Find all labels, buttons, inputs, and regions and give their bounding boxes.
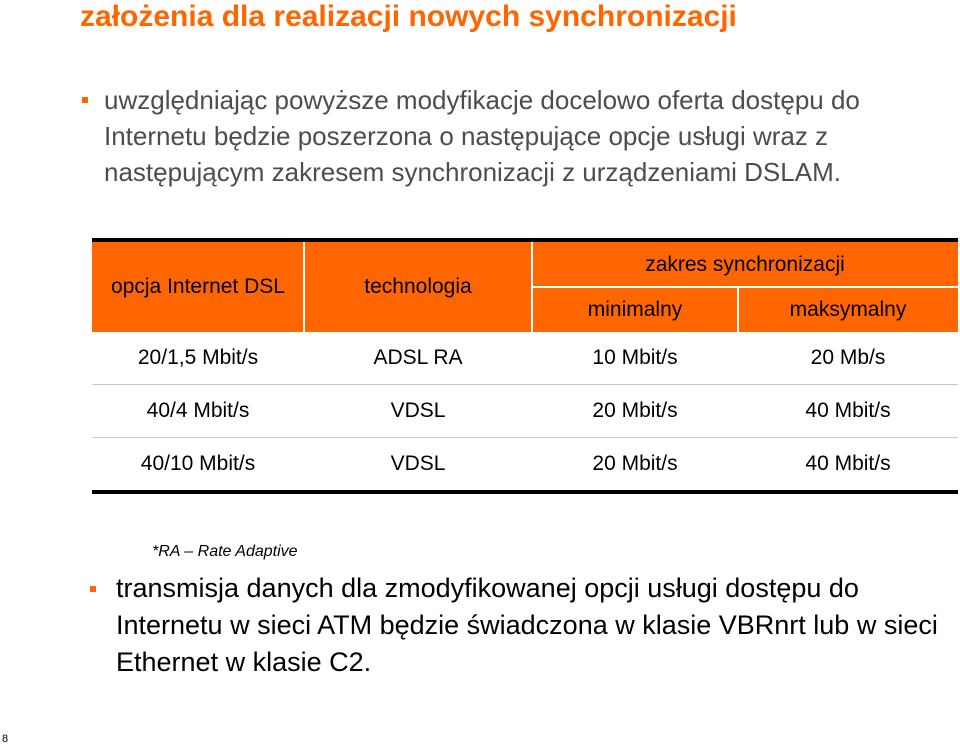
header-max: maksymalny: [789, 297, 907, 321]
bullet-text: uwzględniając powyższe modyfikacje docelowo oferta dostępu do Internetu będzie poszerzona o następujące opcje usługi wraz z następującym zakresem synchronizacji z urządzeniami DSLAM.: [104, 85, 860, 187]
header-divider: [303, 242, 305, 332]
header-technology: technologia: [364, 275, 472, 298]
table-row: [92, 438, 958, 490]
cell-technology: ADSL RA: [373, 346, 463, 369]
cell-max: 40 Mbit/s: [805, 399, 891, 422]
bullet-text: transmisja danych dla zmodyfikowanej opcji usługi dostępu do Internetu w sieci ATM będzie świadczona w klasie VBRnrt lub w sieci Ethernet w klasie C2.: [116, 573, 938, 677]
header-sync-range: zakres synchronizacji: [645, 252, 845, 276]
cell-min: 20 Mbit/s: [592, 452, 678, 475]
slide-title: założenia dla realizacji nowych synchronizacji: [80, 0, 737, 33]
bullet-point-2: [90, 570, 960, 681]
header-min: minimalny: [587, 297, 683, 321]
cell-max: 40 Mbit/s: [805, 452, 891, 475]
table-row: [92, 332, 958, 385]
cell-option: 40/10 Mbit/s: [140, 452, 256, 475]
header-divider: [737, 287, 739, 332]
square-bullet-icon: [82, 97, 88, 103]
footnote: *RA – Rate Adaptive: [152, 543, 298, 560]
table-header: [92, 242, 958, 332]
table-row: [92, 385, 958, 438]
header-option: opcja Internet DSL: [111, 275, 285, 298]
square-bullet-icon: [90, 586, 96, 592]
cell-technology: VDSL: [390, 452, 446, 475]
cell-max: 20 Mb/s: [810, 346, 886, 369]
page-number: 8: [2, 733, 9, 745]
table-bottom-rule: [92, 490, 958, 494]
cell-option: 40/4 Mbit/s: [146, 399, 250, 422]
synchronization-table: [92, 238, 958, 494]
bullet-point-1: [82, 82, 872, 190]
header-divider: [532, 286, 958, 288]
cell-min: 10 Mbit/s: [592, 346, 678, 369]
cell-min: 20 Mbit/s: [592, 399, 678, 422]
cell-technology: VDSL: [390, 399, 446, 422]
cell-option: 20/1,5 Mbit/s: [137, 346, 259, 369]
